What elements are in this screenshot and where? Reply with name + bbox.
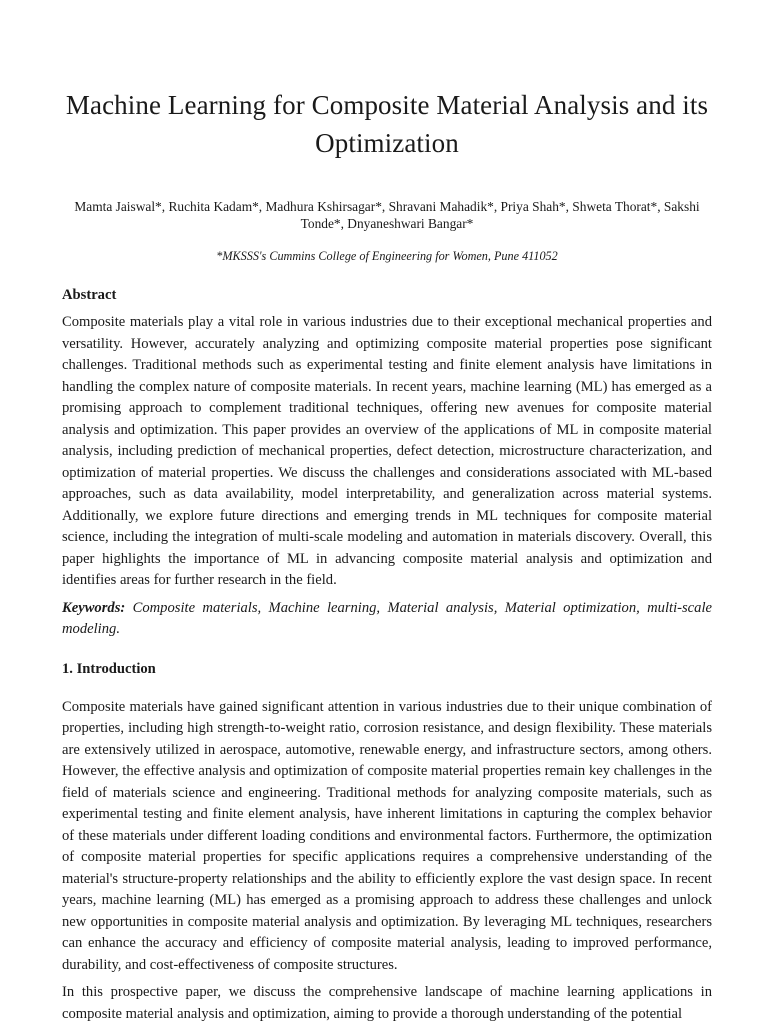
abstract-heading: Abstract [62, 287, 117, 303]
abstract-text: Composite materials play a vital role in various industries due to their exceptional mechanical properties and versatility. However, accurately analyzing and optimizing composite material properties pose significant challenges. Traditional methods such as experimental testing and finite element analysis have limitations in handling the complex nature of composite materials. In recent years, machine learning (ML) has emerged as a promising approach to complement traditional techniques, offering new avenues for composite material analysis and optimization. This paper provides an overview of the applications of ML in composite material analysis, including prediction of mechanical properties, defect detection, microstructure characterization, and optimization of material properties. We discuss the challenges and considerations associated with ML-based approaches, such as data availability, model interpretability, and generalization across material systems. Additionally, we explore future directions and emerging trends in ML techniques for composite material science, including the integration of multi-scale modeling and automation in materials discovery. Overall, this paper highlights the importance of ML in advancing composite material analysis and optimization and identifies areas for further research in the field. [62, 314, 712, 588]
paper-title: Machine Learning for Composite Material Analysis and its Optimization [65, 90, 709, 158]
introduction-paragraph-2: In this prospective paper, we discuss the comprehensive landscape of machine learning applications in composite material analysis and optimization, aiming to provide a thorough understanding of the potential [62, 984, 712, 1022]
paper-page [62, 0, 712, 1025]
author-list: Mamta Jaiswal*, Ruchita Kadam*, Madhura Kshirsagar*, Shravani Mahadik*, Priya Shah*, Shweta Thorat*, Sakshi Tonde*, Dnyaneshwari Bangar* [74, 199, 700, 231]
keywords-text: Composite materials, Machine learning, Material analysis, Material optimization, multi-scale modeling. [62, 599, 712, 637]
keywords-label: Keywords: [62, 599, 126, 616]
affiliation: *MKSSS's Cummins College of Engineering for Women, Pune 411052 [216, 249, 558, 263]
keywords [62, 598, 712, 641]
introduction-paragraph-1: Composite materials have gained significant attention in various industries due to their unique combination of properties, including high strength-to-weight ratio, corrosion resistance, and design flexibility. These materials are extensively utilized in aerospace, automotive, renewable energy, and infrastructure sectors, among others. However, the effective analysis and optimization of composite material properties remain key challenges in the field of materials science and engineering. Traditional methods for analyzing composite materials, such as experimental testing and finite element analysis, have inherent limitations in capturing the complex behavior of these materials under different loading conditions and environmental factors. Furthermore, the optimization of composite material properties for specific applications requires a comprehensive understanding of the material's structure-property relationships and the ability to efficiently explore the vast design space. In recent years, machine learning (ML) has emerged as a promising approach to address these challenges and unlock new opportunities in composite material analysis and optimization. By leveraging ML techniques, researchers can enhance the accuracy and efficiency of composite material analysis, leading to improved performance, durability, and cost-effectiveness of composite structures. [62, 698, 712, 973]
introduction-heading: 1. Introduction [62, 660, 156, 677]
